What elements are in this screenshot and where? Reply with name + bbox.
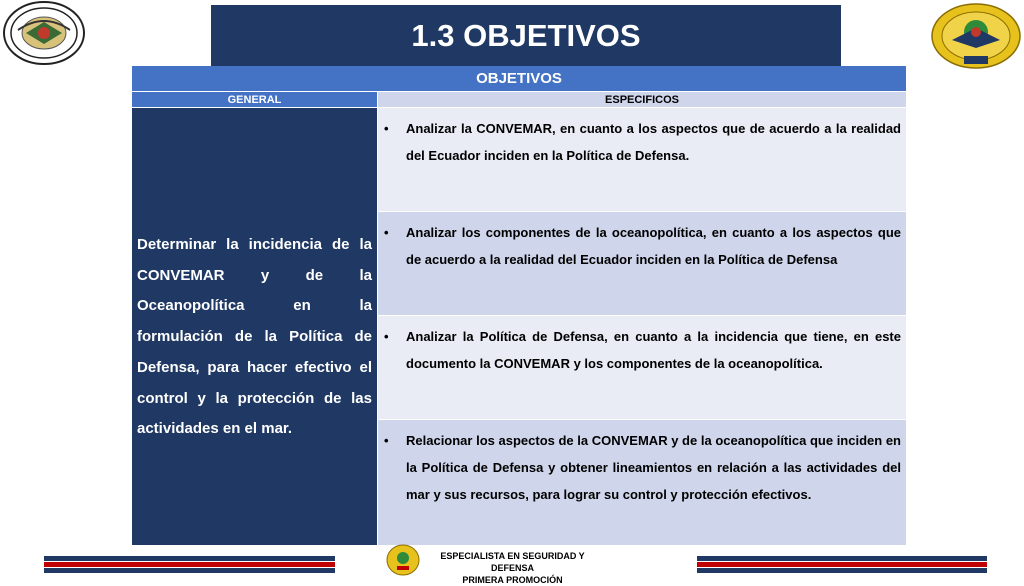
footer-stripe-right	[697, 556, 987, 574]
objectives-table	[132, 66, 906, 545]
page-title: 1.3 OBJETIVOS	[211, 5, 841, 67]
footer-line-2: PRIMERA PROMOCIÓN	[462, 575, 563, 585]
specific-objective-text: Analizar los componentes de la oceanopolítica, en cuanto a los aspectos que de acuerdo a la realidad del Ecuador inciden en la Política de Defensa	[406, 225, 901, 267]
footer-line-1: ESPECIALISTA EN SEGURIDAD Y DEFENSA	[440, 551, 585, 573]
bullet-icon: •	[384, 433, 389, 448]
column-header-specific: ESPECIFICOS	[378, 92, 906, 107]
column-header-general: GENERAL	[132, 92, 377, 107]
bullet-icon: •	[384, 225, 389, 240]
specific-objective-text: Analizar la Política de Defensa, en cuanto a la incidencia que tiene, en este documento la CONVEMAR y los componentes de la oceanopolítica.	[406, 329, 901, 371]
footer-stripe-left	[44, 556, 335, 574]
general-objective-text: Determinar la incidencia de la CONVEMAR y de la Oceanopolítica en la formulación de la Política de Defensa, para hacer efectivo el control y la protección de las actividades en el mar.	[137, 235, 372, 438]
bullet-icon: •	[384, 121, 389, 136]
general-objective-cell	[132, 108, 377, 545]
specific-objective-row	[378, 316, 906, 419]
specific-objective-row	[378, 420, 906, 545]
table-header: OBJETIVOS	[132, 66, 906, 91]
footer-emblem	[385, 544, 421, 576]
specific-objective-row	[378, 108, 906, 211]
specific-objective-row	[378, 212, 906, 315]
comando-conjunto-logo	[0, 0, 88, 66]
specific-objective-text: Relacionar los aspectos de la CONVEMAR y de la oceanopolítica que inciden en la Política de Defensa y obtener lineamientos en relación a las actividades del mar y sus recursos, para lograr su control y protección efectivos.	[406, 433, 901, 502]
bullet-icon: •	[384, 329, 389, 344]
footer-text	[425, 550, 600, 586]
specific-objective-text: Analizar la CONVEMAR, en cuanto a los aspectos que de acuerdo a la realidad del Ecuador inciden en la Política de Defensa.	[406, 121, 901, 163]
seguridad-nacional-logo	[930, 2, 1022, 70]
